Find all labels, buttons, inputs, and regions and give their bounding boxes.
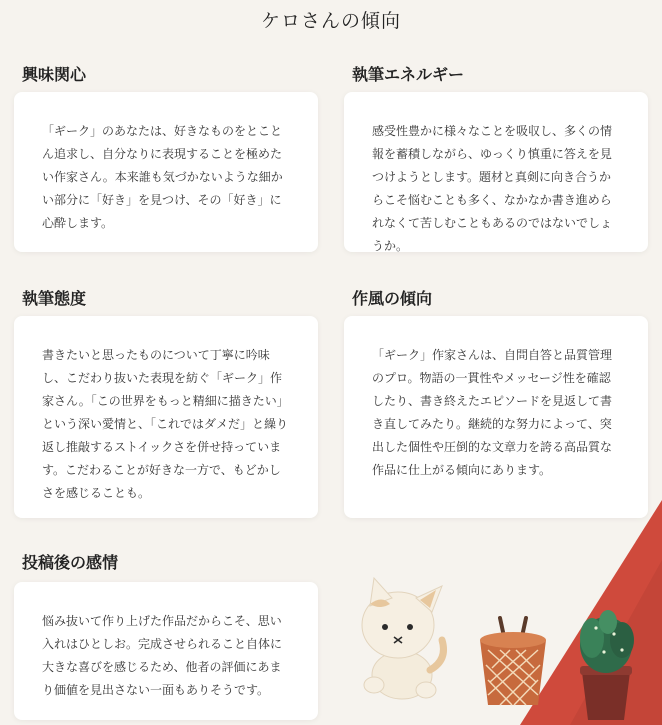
basket-icon bbox=[480, 618, 546, 705]
section-title-energy: 執筆エネルギー bbox=[352, 65, 465, 84]
card-text: 「ギーク」のあなたは、好きなものをとことん追求し、自分なりに表現することを極めたい作家さん。本来誰も気づかないような細かい部分に「好き」を見つけ、その「好き」に心酔します。 bbox=[42, 124, 283, 230]
card-interest bbox=[14, 92, 318, 252]
page-title: ケロさんの傾向 bbox=[260, 10, 401, 32]
card-text: 書きたいと思ったものについて丁寧に吟味し、こだわり抜いた表現を紡ぐ「ギーク」作家さん。「この世界をもっと精細に描きたい」という深い愛情と、「これではダメだ」と繰り返し推敲するストイックさを併せ持っています。こだわることが好きな一方で、もどかしさを感じることも。 bbox=[42, 348, 289, 500]
cat-icon bbox=[362, 578, 444, 699]
section-title-interest: 興味関心 bbox=[22, 65, 87, 84]
card-energy bbox=[344, 92, 648, 252]
card-text: 「ギーク」作家さんは、自問自答と品質管理のプロ。物語の一貫性やメッセージ性を確認したり、書き終えたエピソードを見返して書き直してみたり。継続的な努力によって、突出した個性や圧倒的な文章力を誇る高品質な作品に仕上がる傾向にあります。 bbox=[372, 348, 613, 477]
card-text: 感受性豊かに様々なことを吸収し、多くの情報を蓄積しながら、ゆっくり慎重に答えを見つけようとします。題材と真剣に向き合うからこそ悩むことも多く、なかなか書き進められなくて苦しむこともあるのではないでしょうか。 bbox=[372, 124, 613, 253]
card-feeling bbox=[14, 582, 318, 720]
section-title-attitude: 執筆態度 bbox=[22, 289, 87, 308]
card-attitude bbox=[14, 316, 318, 518]
section-title-feeling: 投稿後の感情 bbox=[22, 553, 119, 572]
illustration bbox=[330, 500, 662, 725]
card-style bbox=[344, 316, 648, 518]
section-title-style: 作風の傾向 bbox=[352, 289, 433, 308]
card-text: 悩み抜いて作り上げた作品だからこそ、思い入れはひとしお。完成させられること自体に大きな喜びを感じるため、他者の評価にあまり価値を見出さない一面もありそうです。 bbox=[42, 614, 283, 697]
